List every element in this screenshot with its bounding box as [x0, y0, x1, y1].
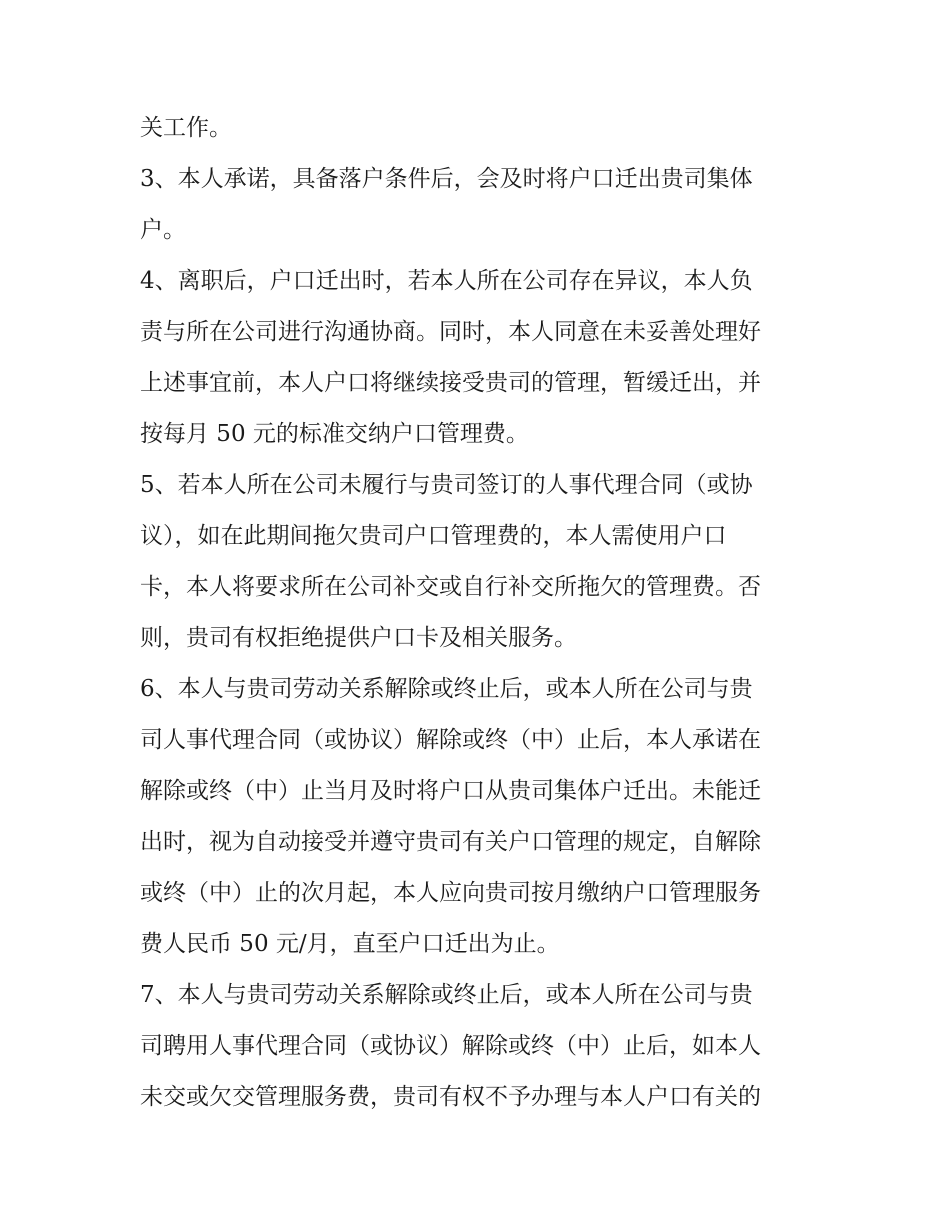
text-line: 上述事宜前，本人户口将继续接受贵司的管理，暂缓迁出，并 [140, 370, 761, 396]
text-line: 未交或欠交管理服务费，贵司有权不予办理与本人户口有关的 [140, 1084, 761, 1110]
document-body [140, 103, 820, 1123]
text-line: 司聘用人事代理合同（或协议）解除或终（中）止后，如本人 [140, 1033, 761, 1059]
text-line: 7、本人与贵司劳动关系解除或终止后，或本人所在公司与贵 [140, 982, 753, 1008]
text-line: 按每月 50 元的标准交纳户口管理费。 [140, 421, 529, 447]
text-line: 则，贵司有权拒绝提供户口卡及相关服务。 [140, 625, 577, 651]
text-line: 责与所在公司进行沟通协商。同时，本人同意在未妥善处理好 [140, 319, 761, 345]
text-line: 5、若本人所在公司未履行与贵司签订的人事代理合同（或协 [140, 472, 753, 498]
text-line: 或终（中）止的次月起，本人应向贵司按月缴纳户口管理服务 [140, 880, 761, 906]
text-line: 关工作。 [140, 115, 232, 141]
text-line: 3、本人承诺，具备落户条件后，会及时将户口迁出贵司集体 [140, 166, 753, 192]
text-line: 司人事代理合同（或协议）解除或终（中）止后，本人承诺在 [140, 727, 761, 753]
text-line: 4、离职后，户口迁出时，若本人所在公司存在异议，本人负 [140, 268, 753, 294]
text-line: 解除或终（中）止当月及时将户口从贵司集体户迁出。未能迁 [140, 778, 761, 804]
text-line: 6、本人与贵司劳动关系解除或终止后，或本人所在公司与贵 [140, 676, 753, 702]
text-line: 户。 [140, 217, 186, 243]
text-line: 出时，视为自动接受并遵守贵司有关户口管理的规定，自解除 [140, 829, 761, 855]
text-line: 卡，本人将要求所在公司补交或自行补交所拖欠的管理费。否 [140, 574, 761, 600]
text-line: 费人民币 50 元/月，直至户口迁出为止。 [140, 931, 560, 957]
text-line: 议），如在此期间拖欠贵司户口管理费的，本人需使用户口 [140, 523, 727, 549]
